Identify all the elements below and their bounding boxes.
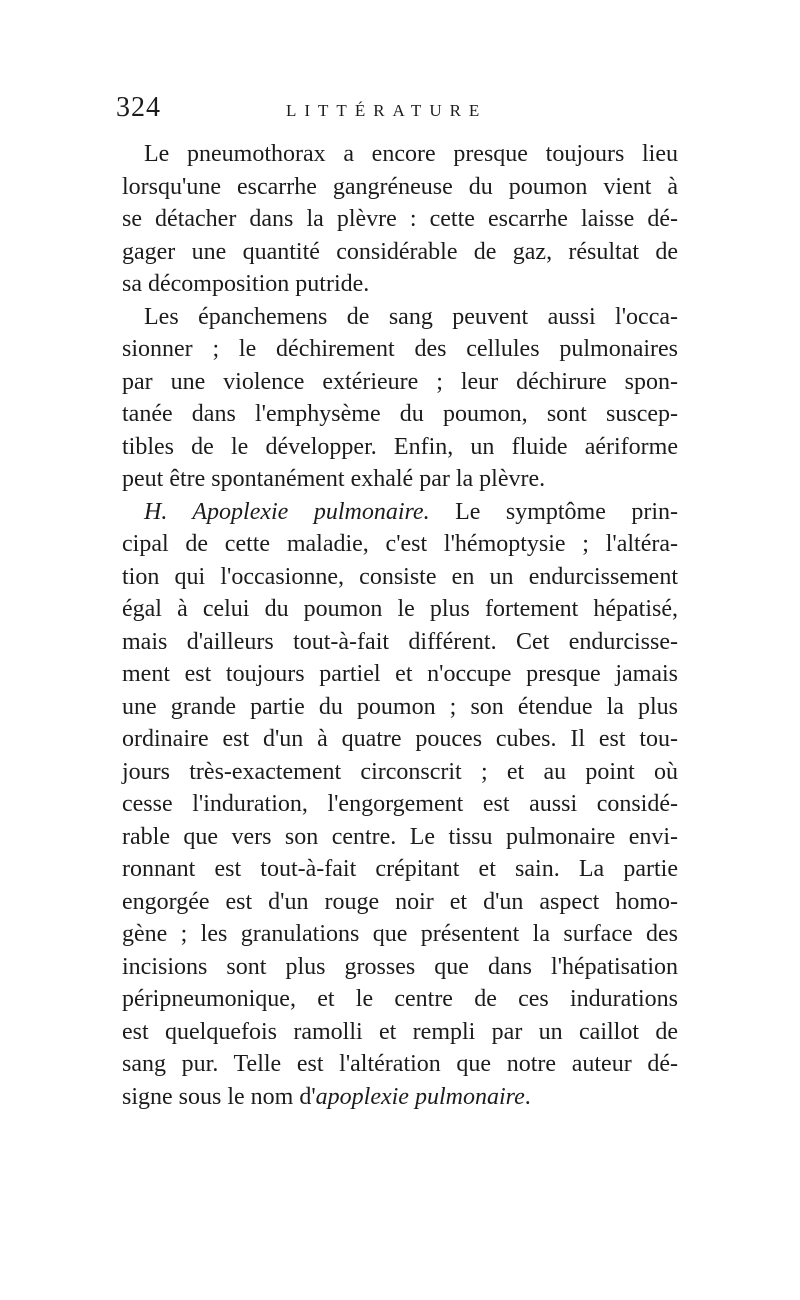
text-line: incisions sont plus grosses que dans l'hépatisation [122, 953, 678, 980]
text-line: se détacher dans la plèvre : cette escarrhe laisse dé- [122, 206, 678, 232]
text-line: rable que vers son centre. Le tissu pulmonaire envi- [122, 823, 678, 850]
page-header [116, 92, 686, 132]
text-line: gène ; les granulations que présentent la surface des [122, 921, 678, 947]
body-text [122, 138, 678, 1113]
page-number: 324 [116, 92, 161, 123]
text-line: par une violence extérieure ; leur déchirure spon- [122, 368, 678, 395]
paragraph-pneumothorax [122, 138, 678, 301]
italic-term: apoplexie pulmonaire [315, 1083, 525, 1110]
text-line: gager une quantité considérable de gaz, résultat de [122, 238, 678, 265]
running-title: LITTÉRATURE [286, 101, 488, 120]
text-fragment: Le symptôme prin- [455, 498, 679, 525]
text-line: ronnant est tout-à-fait crépitant et sain. La partie [122, 856, 678, 882]
section-heading: H. Apoplexie pulmonaire. [144, 498, 430, 525]
text-fragment: signe sous le nom d' [122, 1083, 316, 1110]
text-line: sa décomposition putride. [122, 271, 370, 297]
text-line: égal à celui du poumon le plus fortement hépatisé, [122, 596, 678, 622]
text-line-final [122, 1081, 678, 1114]
text-line: une grande partie du poumon ; son étendue la plus [122, 693, 678, 720]
text-line: Le pneumothorax a encore presque toujours lieu [144, 141, 678, 167]
text-line: sang pur. Telle est l'altération que notre auteur dé- [122, 1051, 678, 1077]
text-line: engorgée est d'un rouge noir et d'un aspect homo- [122, 888, 678, 915]
text-line: ordinaire est d'un à quatre pouces cubes. Il est tou- [122, 726, 678, 752]
text-line: tanée dans l'emphysème du poumon, sont suscep- [122, 401, 678, 427]
paragraph-epanchemens [122, 301, 678, 496]
text-line: lorsqu'une escarrhe gangréneuse du poumon vient à [122, 173, 678, 200]
text-line-with-heading [122, 496, 678, 529]
text-line: peut être spontanément exhalé par la plèvre. [122, 466, 546, 492]
paragraph-apoplexie [122, 496, 678, 1114]
text-fragment: . [524, 1083, 531, 1110]
text-line: cipal de cette maladie, c'est l'hémoptysie ; l'altéra- [122, 531, 678, 557]
text-line: Les épanchemens de sang peuvent aussi l'occa- [144, 303, 678, 330]
text-line: tion qui l'occasionne, consiste en un endurcissement [122, 563, 678, 590]
text-line: péripneumonique, et le centre de ces indurations [122, 986, 678, 1012]
text-line: mais d'ailleurs tout-à-fait différent. Cet endurcisse- [122, 628, 678, 655]
text-line: ment est toujours partiel et n'occupe presque jamais [122, 661, 678, 687]
text-line: sionner ; le déchirement des cellules pulmonaires [122, 336, 678, 362]
text-line: tibles de le développer. Enfin, un fluide aériforme [122, 433, 678, 460]
text-line: cesse l'induration, l'engorgement est aussi considé- [122, 791, 678, 817]
text-line: jours très-exactement circonscrit ; et au point où [122, 758, 678, 785]
text-line: est quelquefois ramolli et rempli par un caillot de [122, 1018, 678, 1045]
